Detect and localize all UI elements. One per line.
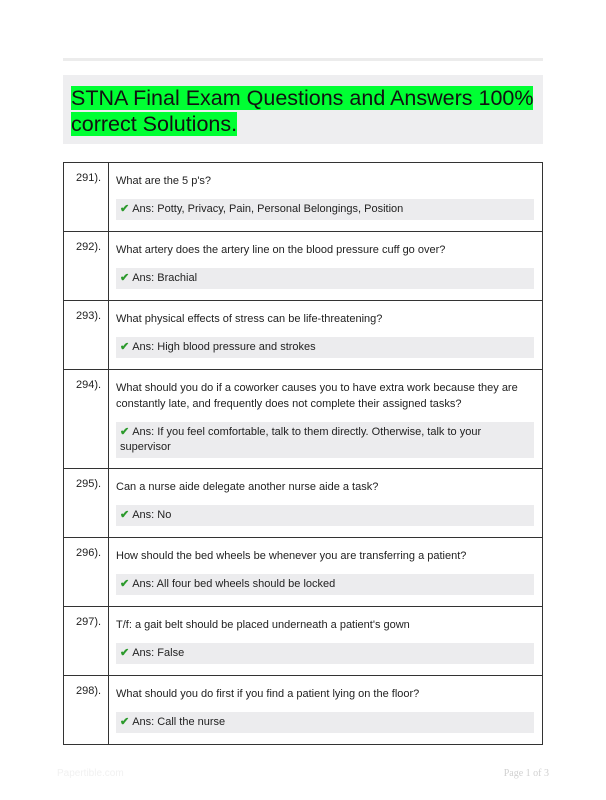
check-icon: ✔ (120, 203, 130, 215)
answer-text: Ans: Call the nurse (132, 716, 226, 728)
qa-row (64, 370, 543, 469)
question-number: 298). (64, 676, 109, 745)
question-text: What are the 5 p's? (116, 175, 212, 187)
title-box (63, 75, 543, 144)
answer-text: Ans: Brachial (132, 272, 198, 284)
question-number: 292). (64, 232, 109, 301)
qa-row (64, 676, 543, 745)
qa-row (64, 538, 543, 607)
check-icon: ✔ (120, 426, 130, 438)
qa-row (64, 469, 543, 538)
title-line-1: STNA Final Exam Questions and Answers 100% (71, 86, 534, 110)
check-icon: ✔ (120, 578, 130, 590)
answer-box (116, 199, 534, 220)
footer-site: Papertible.com (57, 768, 124, 779)
question-text: T/f: a gait belt should be placed underneath a patient's gown (116, 619, 410, 631)
answer-box (116, 268, 534, 289)
answer-box (116, 505, 534, 526)
qa-cell (109, 607, 543, 676)
answer-box (116, 643, 534, 664)
qa-cell (109, 232, 543, 301)
answer-box (116, 422, 534, 458)
qa-row (64, 163, 543, 232)
check-icon: ✔ (120, 716, 130, 728)
answer-text: Ans: False (132, 647, 185, 659)
answer-box (116, 337, 534, 358)
top-rule (63, 58, 543, 61)
question-number: 293). (64, 301, 109, 370)
qa-cell (109, 370, 543, 469)
answer-text: Ans: Potty, Privacy, Pain, Personal Belongings, Position (132, 203, 404, 215)
question-text: Can a nurse aide delegate another nurse aide a task? (116, 481, 379, 493)
title-line-2: correct Solutions. (71, 112, 238, 136)
qa-cell (109, 469, 543, 538)
answer-text: Ans: All four bed wheels should be locked (132, 578, 336, 590)
question-number: 291). (64, 163, 109, 232)
question-text: What should you do if a coworker causes you to have extra work because they are constantly late, and frequently does not complete their assigned tasks? (116, 382, 518, 410)
answer-box (116, 712, 534, 733)
question-text: What should you do first if you find a patient lying on the floor? (116, 688, 420, 700)
qa-row (64, 232, 543, 301)
qa-row (64, 301, 543, 370)
qa-row (64, 607, 543, 676)
check-icon: ✔ (120, 341, 130, 353)
question-text: What physical effects of stress can be life-threatening? (116, 313, 383, 325)
answer-text: Ans: No (132, 509, 172, 521)
check-icon: ✔ (120, 647, 130, 659)
check-icon: ✔ (120, 509, 130, 521)
answer-text: Ans: High blood pressure and strokes (132, 341, 316, 353)
question-text: What artery does the artery line on the blood pressure cuff go over? (116, 244, 446, 256)
qa-cell (109, 538, 543, 607)
question-number: 294). (64, 370, 109, 469)
page-number: Page 1 of 3 (503, 768, 549, 779)
answer-text: Ans: If you feel comfortable, talk to them directly. Otherwise, talk to your supervisor (120, 426, 482, 453)
question-number: 295). (64, 469, 109, 538)
qa-table (63, 162, 543, 745)
qa-cell (109, 676, 543, 745)
qa-cell (109, 301, 543, 370)
check-icon: ✔ (120, 272, 130, 284)
page-title (71, 85, 535, 137)
question-number: 296). (64, 538, 109, 607)
answer-box (116, 574, 534, 595)
question-number: 297). (64, 607, 109, 676)
qa-cell (109, 163, 543, 232)
question-text: How should the bed wheels be whenever you are transferring a patient? (116, 550, 467, 562)
